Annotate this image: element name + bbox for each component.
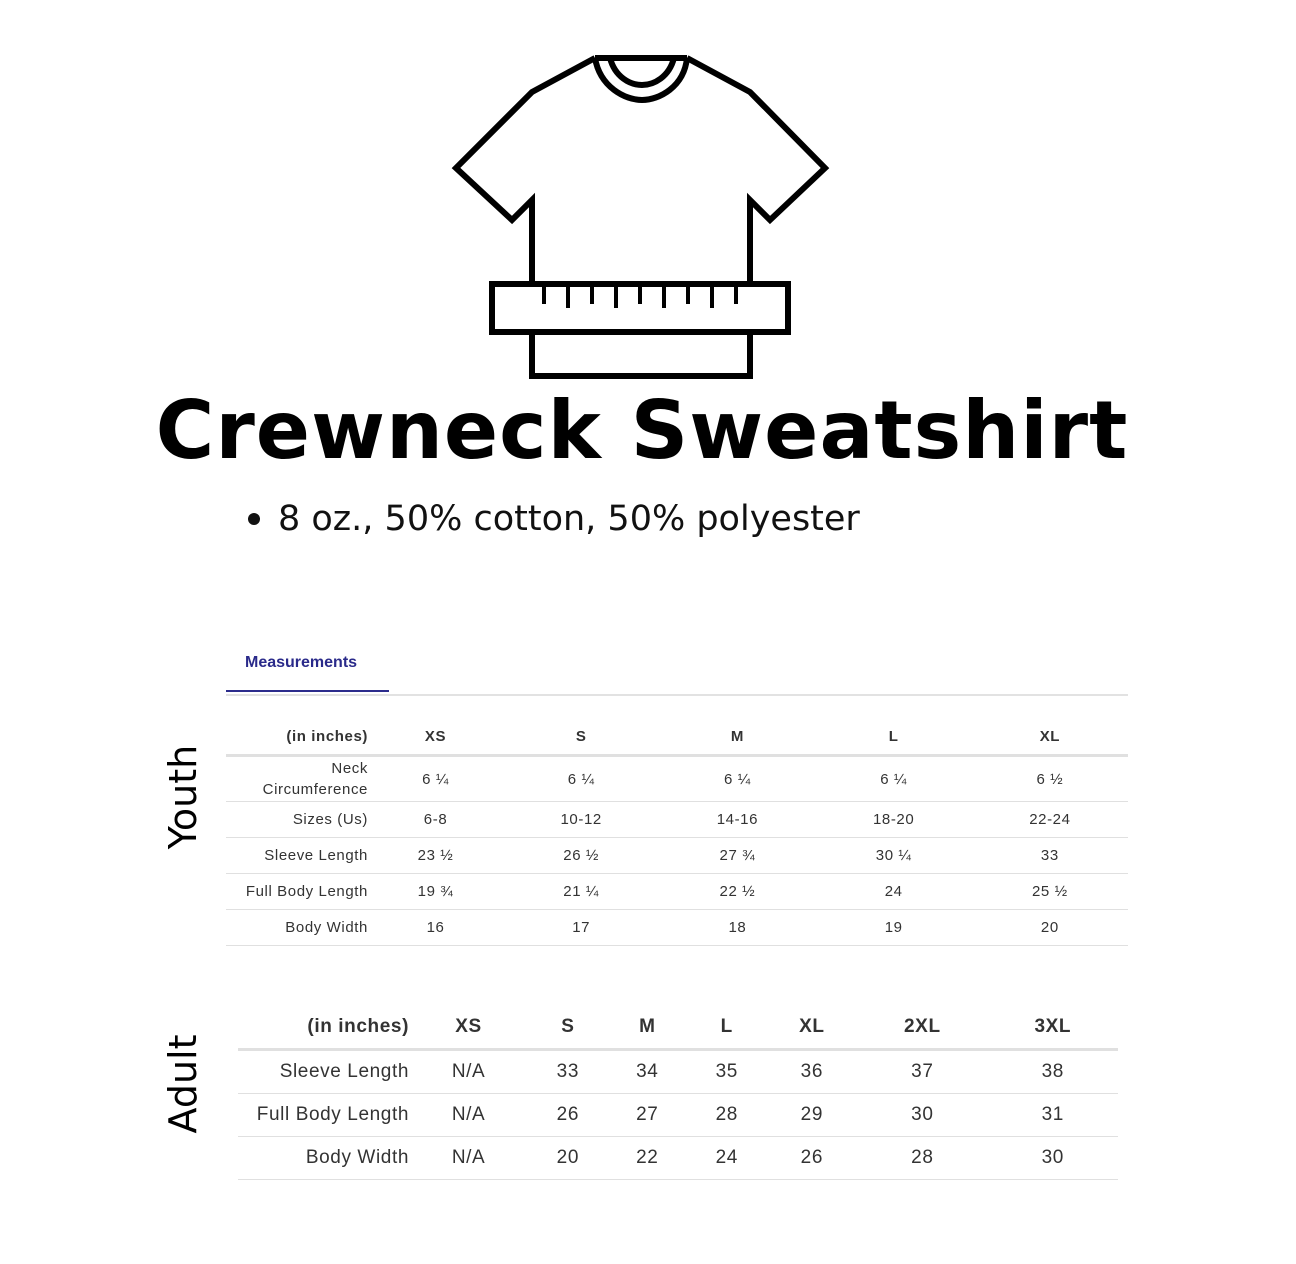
table-cell: 27 ¾ <box>659 838 815 874</box>
table-cell: 33 <box>528 1050 607 1094</box>
row-label: Body Width <box>226 910 368 946</box>
table-cell: 30 ¼ <box>816 838 972 874</box>
table-cell: 6 ¼ <box>503 756 659 802</box>
table-cell: 22-24 <box>972 802 1128 838</box>
row-label-line: Neck <box>331 760 368 777</box>
table-cell: 37 <box>857 1050 987 1094</box>
table-cell: N/A <box>409 1050 528 1094</box>
table-cell: 25 ½ <box>972 874 1128 910</box>
size-header: L <box>687 1006 766 1050</box>
table-row <box>238 1137 1118 1180</box>
table-row <box>238 1050 1118 1094</box>
table-cell: 6 ¼ <box>659 756 815 802</box>
table-cell: 29 <box>767 1094 858 1137</box>
product-title: Crewneck Sweatshirt <box>155 384 1129 477</box>
row-label: Body Width <box>238 1137 409 1180</box>
unit-header: (in inches) <box>238 1006 409 1050</box>
table-cell: 34 <box>608 1050 687 1094</box>
size-header: S <box>528 1006 607 1050</box>
size-header: XS <box>409 1006 528 1050</box>
table-cell: 22 <box>608 1137 687 1180</box>
size-header: 2XL <box>857 1006 987 1050</box>
table-cell: 19 <box>816 910 972 946</box>
tab-bar <box>226 640 1128 696</box>
table-cell: 20 <box>528 1137 607 1180</box>
table-cell: 20 <box>972 910 1128 946</box>
bullet-icon <box>248 513 260 525</box>
table-cell: 22 ½ <box>659 874 815 910</box>
table-cell: 18-20 <box>816 802 972 838</box>
table-cell: 16 <box>368 910 503 946</box>
table-cell: 26 <box>528 1094 607 1137</box>
tab-measurements[interactable]: Measurements <box>226 640 389 692</box>
table-cell: 23 ½ <box>368 838 503 874</box>
size-header: XL <box>972 718 1128 756</box>
table-cell: 30 <box>988 1137 1118 1180</box>
table-cell: 14-16 <box>659 802 815 838</box>
youth-size-table <box>226 718 1128 946</box>
table-cell: 6 ½ <box>972 756 1128 802</box>
table-cell: 17 <box>503 910 659 946</box>
tshirt-measure-icon <box>450 52 834 382</box>
table-row <box>226 838 1128 874</box>
row-label: Full Body Length <box>226 874 368 910</box>
table-row <box>226 756 1128 802</box>
row-label: Sleeve Length <box>238 1050 409 1094</box>
table-cell: 26 <box>767 1137 858 1180</box>
table-cell: 6-8 <box>368 802 503 838</box>
row-label: Full Body Length <box>238 1094 409 1137</box>
unit-header: (in inches) <box>226 718 368 756</box>
table-cell: 30 <box>857 1094 987 1137</box>
row-label <box>226 756 368 802</box>
feature-item <box>248 496 860 542</box>
adult-label: Adult <box>161 1034 205 1134</box>
size-header: S <box>503 718 659 756</box>
table-row <box>226 874 1128 910</box>
youth-label: Youth <box>161 744 205 850</box>
table-row <box>226 910 1128 946</box>
table-cell: 38 <box>988 1050 1118 1094</box>
table-cell: 35 <box>687 1050 766 1094</box>
table-cell: 10-12 <box>503 802 659 838</box>
table-cell: 18 <box>659 910 815 946</box>
adult-size-table <box>238 1006 1118 1180</box>
size-header: L <box>816 718 972 756</box>
size-header: XL <box>767 1006 858 1050</box>
table-cell: 21 ¼ <box>503 874 659 910</box>
table-row <box>226 802 1128 838</box>
size-header: M <box>608 1006 687 1050</box>
table-row <box>238 1094 1118 1137</box>
table-cell: 26 ½ <box>503 838 659 874</box>
table-cell: 6 ¼ <box>816 756 972 802</box>
size-header: 3XL <box>988 1006 1118 1050</box>
size-header: XS <box>368 718 503 756</box>
table-cell: 28 <box>687 1094 766 1137</box>
size-header: M <box>659 718 815 756</box>
table-cell: 19 ¾ <box>368 874 503 910</box>
table-cell: 24 <box>687 1137 766 1180</box>
feature-list <box>248 496 860 542</box>
table-cell: 28 <box>857 1137 987 1180</box>
row-label: Sizes (Us) <box>226 802 368 838</box>
table-header-row <box>238 1006 1118 1050</box>
table-cell: 33 <box>972 838 1128 874</box>
row-label: Sleeve Length <box>226 838 368 874</box>
table-cell: 27 <box>608 1094 687 1137</box>
table-cell: 31 <box>988 1094 1118 1137</box>
table-cell: N/A <box>409 1094 528 1137</box>
table-header-row <box>226 718 1128 756</box>
table-cell: N/A <box>409 1137 528 1180</box>
table-cell: 24 <box>816 874 972 910</box>
feature-text: 8 oz., 50% cotton, 50% polyester <box>278 499 860 539</box>
table-cell: 36 <box>767 1050 858 1094</box>
row-label-line: Circumference <box>262 781 368 798</box>
table-cell: 6 ¼ <box>368 756 503 802</box>
